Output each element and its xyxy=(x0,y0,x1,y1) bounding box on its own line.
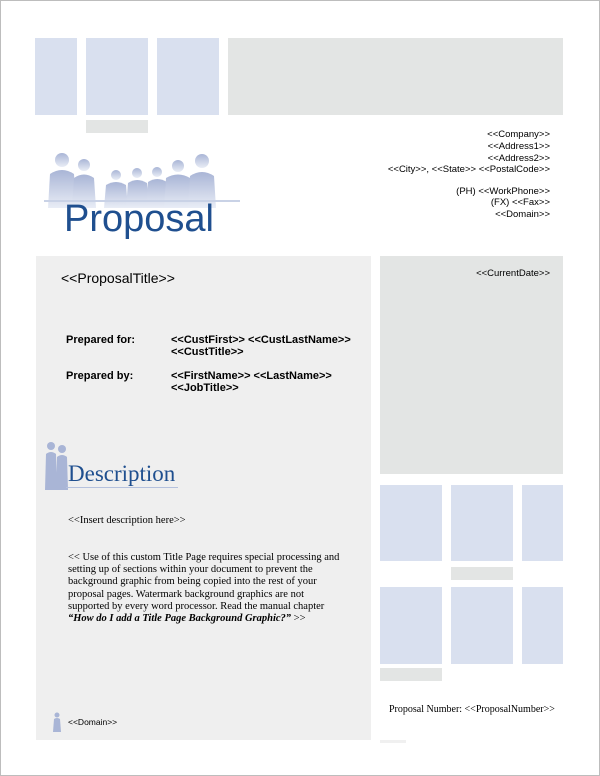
proposal-number: Proposal Number: <<ProposalNumber>> xyxy=(389,704,555,715)
prepared-for-label: Prepared for: xyxy=(66,334,136,346)
instruction-end: >> xyxy=(291,613,306,624)
instruction-link: “How do I add a Title Page Background Graphic?” xyxy=(68,613,292,624)
footer-domain: <<Domain>> xyxy=(68,717,118,727)
header-tab xyxy=(86,120,148,133)
proposal-heading: Proposal xyxy=(64,198,214,240)
insert-description: <<Insert description here>> xyxy=(68,515,186,526)
prepared-by-label: Prepared by: xyxy=(66,370,134,382)
grid-block-4 xyxy=(380,587,442,664)
fax-line: (FX) <<Fax>> xyxy=(490,197,550,208)
grid-block-3 xyxy=(522,485,563,561)
header-banner xyxy=(228,38,563,115)
header-block-1 xyxy=(35,38,77,115)
prepared-for-title: <<CustTitle>> xyxy=(171,346,244,358)
proposal-title-field: <<ProposalTitle>> xyxy=(61,270,175,286)
grid-strip xyxy=(451,567,513,580)
instruction-line-1: << Use of this custom Title Page requires special processing and xyxy=(68,552,340,563)
city-state-postal-line: <<City>>, <<State>> <<PostalCode>> xyxy=(387,164,550,175)
company-line: <<Company>> xyxy=(487,129,550,140)
current-date-field: <<CurrentDate>> xyxy=(476,268,550,279)
address1-line: <<Address1>> xyxy=(487,141,550,152)
phone-line: (PH) <<WorkPhone>> xyxy=(456,186,550,197)
person-icon xyxy=(52,712,62,732)
header-block-3 xyxy=(157,38,219,115)
description-heading: Description xyxy=(68,461,176,486)
instruction-line-4: proposal pages. Watermark background graphics are not xyxy=(68,589,305,600)
instruction-line-5: supported by every word processor. Read the manual chapter xyxy=(68,601,325,612)
description-rule xyxy=(66,487,178,488)
grid-block-6 xyxy=(522,587,563,664)
date-panel xyxy=(380,256,563,474)
main-panel xyxy=(36,256,371,740)
header-block-2 xyxy=(86,38,148,115)
grid-block-5 xyxy=(451,587,513,664)
bottom-tab xyxy=(380,740,406,743)
prepared-by-title: <<JobTitle>> xyxy=(171,382,239,394)
instruction-line-2: setting up of sections within your document to prevent the xyxy=(68,564,313,575)
grid-block-1 xyxy=(380,485,442,561)
address2-line: <<Address2>> xyxy=(487,153,550,164)
prepared-for-name: <<CustFirst>> <<CustLastName>> xyxy=(171,334,351,346)
prepared-by-name: <<FirstName>> <<LastName>> xyxy=(171,370,332,382)
instruction-line-3: background graphic from being copied into the rest of your xyxy=(68,576,317,587)
grid-block-2 xyxy=(451,485,513,561)
domain-line: <<Domain>> xyxy=(495,209,550,220)
grid-footer-strip xyxy=(380,668,442,681)
instruction-line-6 xyxy=(68,613,306,624)
